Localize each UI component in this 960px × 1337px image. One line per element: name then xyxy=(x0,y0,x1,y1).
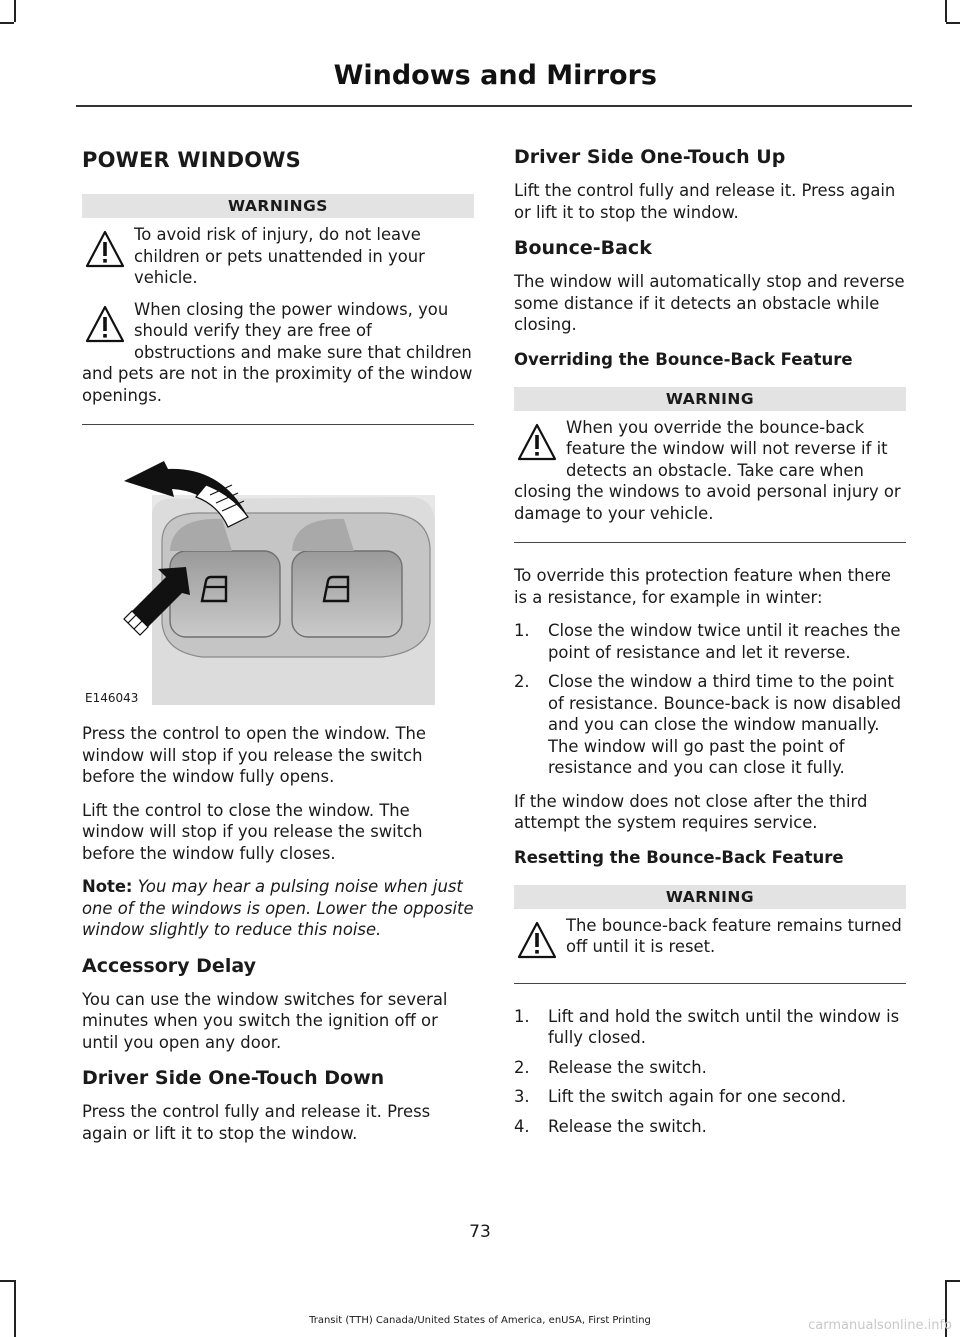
page-number: 73 xyxy=(469,1222,491,1242)
header-divider xyxy=(76,105,912,107)
crop-mark xyxy=(946,22,960,24)
crop-mark xyxy=(0,22,14,24)
warning-item xyxy=(82,224,474,289)
warning-triangle-icon xyxy=(84,228,126,274)
figure-code: E146043 xyxy=(85,691,139,705)
left-column xyxy=(82,140,474,1156)
list-item xyxy=(514,1116,906,1138)
page-header-title: Windows and Mirrors xyxy=(333,60,657,91)
subsection-heading: Accessory Delay xyxy=(82,954,256,977)
subsection-heading: Driver Side One-Touch Down xyxy=(82,1067,385,1089)
window-switch-illustration xyxy=(82,447,474,705)
warnings-heading: WARNINGS xyxy=(82,194,474,218)
list-item xyxy=(514,1006,906,1049)
paragraph: Press the control to open the window. The window will stop if you release the switch before the window fully opens. xyxy=(82,724,426,786)
note-label: Note: xyxy=(82,877,133,896)
paragraph: If the window does not close after the third attempt the system requires service. xyxy=(514,791,868,832)
note xyxy=(82,876,474,941)
warning-triangle-icon xyxy=(516,421,558,467)
right-column xyxy=(514,140,906,1149)
note-text: You may hear a pulsing noise when just one of the windows is open. Lower the opposite window slightly to reduce this noise. xyxy=(82,877,474,939)
paragraph: Lift the control to close the window. The window will stop if you release the switch before the window fully closes. xyxy=(82,800,423,863)
step-text: Close the window twice until it reaches the point of resistance and let it reverse. xyxy=(548,621,901,662)
paragraph: The window will automatically stop and reverse some distance if it detects an obstacle while closing. xyxy=(514,272,905,334)
list-item xyxy=(514,1057,906,1079)
warning-item xyxy=(82,299,474,407)
step-number: 4. xyxy=(514,1116,530,1136)
step-number: 2. xyxy=(514,672,530,691)
warning-text: To avoid risk of injury, do not leave children or pets unattended in your vehicle. xyxy=(134,225,425,287)
paragraph: You can use the window switches for several minutes when you switch the ignition off or until you open any door. xyxy=(82,989,448,1052)
power-window-switch-figure xyxy=(82,447,474,705)
paragraph: Lift the control fully and release it. Press again or lift it to stop the window. xyxy=(514,181,896,222)
warning-heading: WARNING xyxy=(514,387,906,411)
step-number: 2. xyxy=(514,1057,530,1077)
step-text: Lift and hold the switch until the window is fully closed. xyxy=(548,1006,900,1047)
paragraph: To override this protection feature when there is a resistance, for example in winter: xyxy=(514,566,891,607)
warning-text: When closing the power windows, you should verify they are free of obstructions and make sure that children and pets are not in the proximity of the window openings. xyxy=(82,299,473,405)
minor-heading: Overriding the Bounce-Back Feature xyxy=(514,349,853,369)
crop-mark xyxy=(0,1280,14,1282)
warnings-box xyxy=(82,194,474,425)
subsection-heading: Bounce-Back xyxy=(514,237,652,259)
warning-box xyxy=(514,387,906,544)
step-number: 1. xyxy=(514,621,530,640)
override-steps-list xyxy=(514,620,906,779)
warning-heading: WARNING xyxy=(514,885,906,909)
footer-text: Transit (TTH) Canada/United States of America, enUSA, First Printing xyxy=(309,1315,651,1326)
warning-text: The bounce-back feature remains turned off until it is reset. xyxy=(566,915,902,956)
minor-heading: Resetting the Bounce-Back Feature xyxy=(514,847,844,867)
warning-item xyxy=(514,915,906,965)
step-text: Release the switch. xyxy=(548,1116,707,1136)
crop-mark xyxy=(14,1280,16,1337)
step-number: 1. xyxy=(514,1006,530,1026)
section-title: POWER WINDOWS xyxy=(82,148,301,172)
step-text: Lift the switch again for one second. xyxy=(548,1087,847,1106)
crop-mark xyxy=(946,1280,960,1282)
warning-triangle-icon xyxy=(516,919,558,965)
list-item xyxy=(514,620,906,663)
reset-steps-list xyxy=(514,1006,906,1138)
step-number: 3. xyxy=(514,1087,530,1106)
step-text: Close the window a third time to the point of resistance. Bounce-back is now disabled and you can close the window manually. The window will go past the point of resistance and you can close it fully. xyxy=(548,672,902,777)
list-item xyxy=(514,671,906,779)
warning-box xyxy=(514,885,906,984)
crop-mark xyxy=(945,0,947,22)
warning-item xyxy=(514,417,906,525)
warning-text: When you override the bounce-back feature the window will not reverse if it detects an obstacle. Take care when closing the windows to avoid personal injury or damage to your vehicle. xyxy=(514,417,901,523)
step-text: Release the switch. xyxy=(548,1057,707,1077)
list-item xyxy=(514,1086,906,1108)
subsection-heading: Driver Side One-Touch Up xyxy=(514,146,786,168)
watermark: carmanualsonline.info xyxy=(808,1318,952,1333)
paragraph: Press the control fully and release it. Press again or lift it to stop the window. xyxy=(82,1102,431,1143)
crop-mark xyxy=(14,0,16,22)
warning-triangle-icon xyxy=(84,303,126,349)
